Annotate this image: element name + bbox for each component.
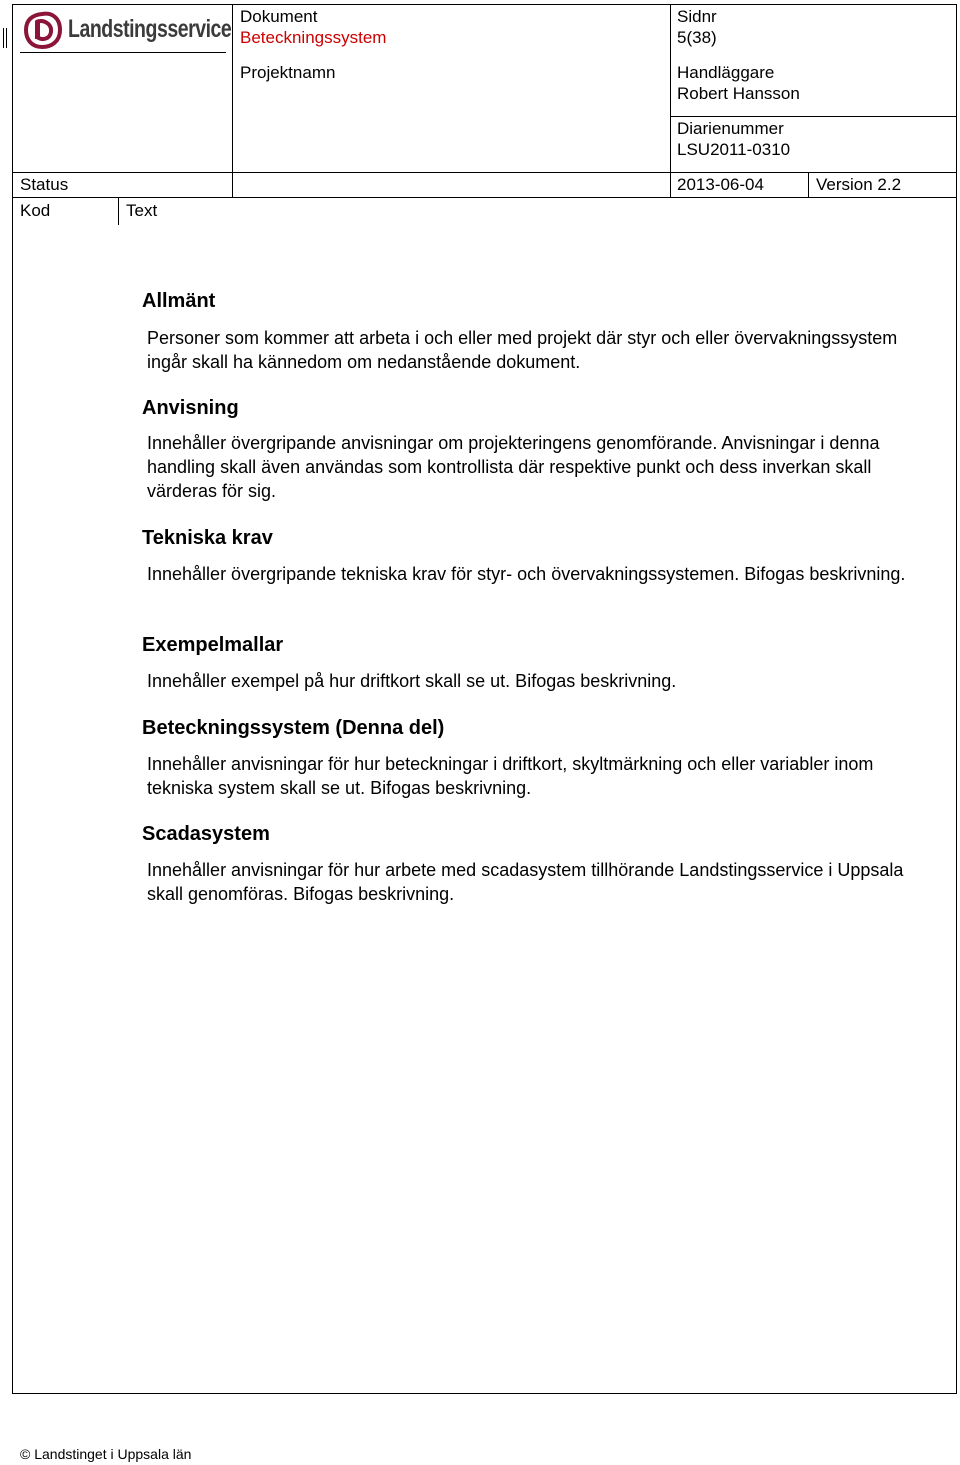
section-body-beteckningssystem: Innehåller anvisningar för hur beteckningar i driftkort, skyltmärkning och eller variabler inom tekniska system skall se ut. Bifogas beskrivning. xyxy=(147,754,874,798)
logo-underline xyxy=(20,52,226,53)
diarienummer-value: LSU2011-0310 xyxy=(677,140,791,159)
section-title-allmant: Allmänt xyxy=(142,290,216,312)
section-title-beteckningssystem: Beteckningssystem (Denna del) xyxy=(142,717,445,739)
header-divider xyxy=(12,197,957,198)
diarienummer-label: Diarienummer xyxy=(677,119,784,138)
section-body-exempelmallar: Innehåller exempel på hur driftkort skall se ut. Bifogas beskrivning. xyxy=(147,671,677,691)
section-body-anvisning: Innehåller övergripande anvisningar om projekteringens genomförande. Anvisningar i denna handling skall även användas som kontrollista där respektive punkt och dess inverkan skall värderas för sig. xyxy=(147,433,880,501)
logo-text: Landstingsservice xyxy=(68,15,232,43)
section-title-tekniska-krav: Tekniska krav xyxy=(142,527,273,549)
footer-copyright: © Landstinget i Uppsala län xyxy=(20,1446,192,1462)
status-label: Status xyxy=(20,175,69,194)
section-body-tekniska-krav: Innehåller övergripande tekniska krav för styr- och övervakningssystemen. Bifogas beskrivning. xyxy=(147,564,906,584)
margin-mark xyxy=(6,28,7,48)
date-version-divider xyxy=(808,172,809,197)
section-title-exempelmallar: Exempelmallar xyxy=(142,634,284,656)
version-value: Version 2.2 xyxy=(816,175,902,194)
date-value: 2013-06-04 xyxy=(677,175,764,194)
header-divider xyxy=(232,4,233,197)
sidnr-value: 5(38) xyxy=(677,28,717,47)
dokument-value: Beteckningssystem xyxy=(240,28,387,47)
sidnr-label: Sidnr xyxy=(677,7,717,26)
section-title-scadasystem: Scadasystem xyxy=(142,823,270,845)
text-label: Text xyxy=(126,201,158,220)
logo-mark-icon xyxy=(22,10,64,50)
dokument-label: Dokument xyxy=(240,7,318,26)
handlaggare-label: Handläggare xyxy=(677,63,775,82)
kod-text-divider xyxy=(118,197,119,225)
section-body-allmant: Personer som kommer att arbeta i och eller med projekt där styr och eller övervakningssystem ingår skall ha kännedom om nedanstående dokument. xyxy=(147,328,898,372)
handlaggare-value: Robert Hansson xyxy=(677,84,800,103)
header-divider xyxy=(670,4,671,197)
kod-label: Kod xyxy=(20,201,51,220)
landstingsservice-logo xyxy=(20,8,232,52)
header-divider xyxy=(670,116,957,117)
projektnamn-label: Projektnamn xyxy=(240,63,336,82)
header-divider xyxy=(12,172,957,173)
margin-mark xyxy=(3,28,4,48)
section-body-scadasystem: Innehåller anvisningar för hur arbete med scadasystem tillhörande Landstingsservice i Uppsala skall genomföras. Bifogas beskrivning. xyxy=(147,860,904,904)
section-title-anvisning: Anvisning xyxy=(142,397,239,419)
